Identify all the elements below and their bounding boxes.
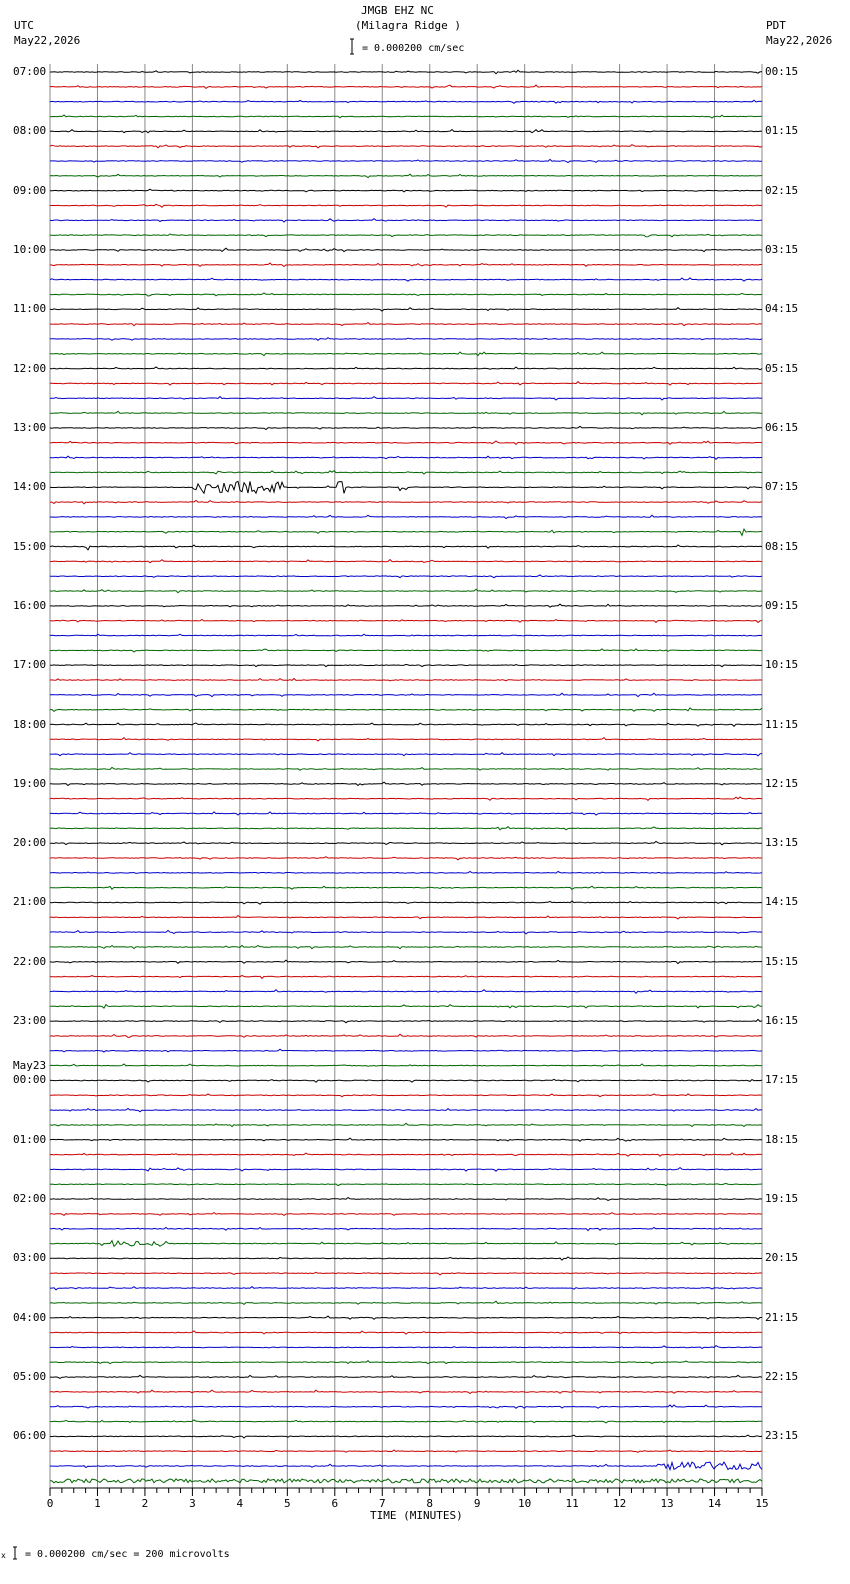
x-tick-label: 13 [660,1497,674,1510]
footer-marker: x [1,1551,6,1560]
trace-line [50,620,762,623]
trace-line [50,130,762,133]
left-hour-label: 18:00 [13,717,47,731]
right-hour-label: 03:15 [765,242,799,256]
right-hour-label: 06:15 [765,420,799,434]
date-change-label: May23 [13,1059,47,1073]
trace-line [50,204,762,207]
trace-line [50,916,762,920]
trace-line [50,382,762,386]
right-hour-label: 07:15 [765,480,799,494]
left-date: May22,2026 [14,34,81,47]
trace-line [50,693,762,696]
left-hour-label: 04:00 [13,1310,47,1324]
left-hour-label: 14:00 [13,480,47,494]
left-hour-label: 10:00 [13,242,47,256]
right-hour-label: 18:15 [765,1132,799,1146]
right-hour-label: 14:15 [765,895,799,909]
trace-line [50,886,762,889]
trace-line [50,1020,762,1023]
left-hour-label: 23:00 [13,1014,47,1028]
trace-line [50,1064,762,1066]
trace-line [50,1272,762,1275]
trace-line [50,278,762,281]
right-hour-label: 17:15 [765,1073,799,1087]
right-hour-label: 16:15 [765,1014,799,1028]
trace-line [50,248,762,251]
trace-line [50,976,762,979]
trace-line [50,234,762,237]
trace-line [50,1331,762,1334]
right-hour-label: 08:15 [765,539,799,553]
trace-line [50,338,762,341]
right-date: May22,2026 [766,34,833,47]
left-hour-label: 00:00 [13,1073,47,1087]
right-hour-label: 15:15 [765,954,799,968]
x-tick-label: 12 [612,1497,627,1510]
trace-line [50,1301,762,1304]
trace-line [50,367,762,370]
x-tick-label: 0 [46,1497,54,1510]
trace-line [50,1462,762,1470]
trace-line [50,70,762,73]
left-hour-label: 03:00 [13,1251,47,1265]
trace-line [50,1479,762,1483]
trace-line [50,100,762,103]
right-hour-label: 23:15 [765,1429,799,1443]
left-hour-label: 06:00 [13,1429,47,1443]
right-hour-label: 21:15 [765,1310,799,1324]
trace-line [50,352,762,356]
left-hour-label: 21:00 [13,895,47,909]
trace-line [50,753,762,756]
trace-line [50,960,762,963]
x-tick-label: 11 [565,1497,579,1510]
trace-line [50,634,762,636]
x-tick-label: 8 [426,1497,434,1510]
x-tick-label: 9 [473,1497,481,1510]
trace-line [50,1183,762,1185]
x-axis-title: TIME (MINUTES) [370,1509,463,1522]
scale-legend-text: = 0.000200 cm/sec [362,43,465,54]
trace-line [50,679,762,681]
trace-line [50,723,762,726]
trace-line [50,782,762,785]
trace-line [50,323,762,326]
x-tick-label: 10 [518,1497,532,1510]
trace-line [50,708,762,712]
trace-line [50,115,762,118]
left-hour-label: 16:00 [13,598,47,612]
trace-line [50,812,762,815]
left-hour-label: 05:00 [13,1370,47,1384]
trace-line [50,1375,762,1378]
trace-line [50,872,762,874]
trace-line [50,738,762,741]
trace-line [50,441,762,444]
left-hour-label: 12:00 [13,361,47,375]
trace-line [50,797,762,800]
trace-line [50,1049,762,1052]
trace-line [50,1153,762,1156]
trace-line [50,1316,762,1319]
trace-line [50,857,762,860]
site-subtitle: (Milagra Ridge ) [355,19,461,32]
right-hour-label: 13:15 [765,836,799,850]
trace-line [50,1109,762,1112]
trace-line [50,1228,762,1231]
right-hour-label: 04:15 [765,302,799,316]
trace-line [50,1450,762,1452]
right-hour-label: 20:15 [765,1251,799,1265]
trace-line [50,189,762,192]
trace-line [50,560,762,563]
trace-line [50,827,762,830]
trace-line [50,664,762,666]
trace-line [50,1257,762,1260]
trace-line [50,145,762,148]
trace-line [50,397,762,400]
x-tick-label: 14 [707,1497,722,1510]
right-hour-label: 12:15 [765,776,799,790]
trace-line [50,1346,762,1349]
right-hour-label: 02:15 [765,183,799,197]
left-hour-label: 20:00 [13,836,47,850]
trace-line [50,945,762,948]
right-hour-label: 11:15 [765,717,799,731]
trace-line [50,1420,762,1423]
trace-line [50,767,762,770]
left-hour-label: 01:00 [13,1132,47,1146]
minute-gridlines [50,64,762,1488]
right-timezone: PDT [766,19,786,32]
left-hour-label: 02:00 [13,1192,47,1206]
trace-line [50,545,762,550]
left-hour-label: 07:00 [13,65,47,78]
left-timezone: UTC [14,19,34,32]
trace-line [50,293,762,296]
left-hour-label: 15:00 [13,539,47,553]
trace-line [50,1094,762,1097]
trace-line [50,411,762,415]
x-tick-label: 1 [94,1497,101,1510]
right-hour-label: 19:15 [765,1192,799,1206]
x-tick-label: 6 [331,1497,339,1510]
trace-line [50,901,762,904]
trace-line [50,308,762,311]
trace-line [50,649,762,652]
left-hour-label: 11:00 [13,302,47,316]
x-tick-label: 5 [284,1497,291,1510]
trace-line [50,1123,762,1126]
trace-line [50,456,762,459]
trace-line [50,263,762,267]
trace-line [50,1287,762,1290]
trace-line [50,1213,762,1216]
right-hour-label: 10:15 [765,658,799,672]
trace-line [50,1079,762,1082]
trace-line [50,841,762,844]
trace-line [50,1241,762,1247]
trace-line [50,1034,762,1037]
trace-line [50,1005,762,1009]
trace-line [50,159,762,162]
x-tick-label: 2 [141,1497,149,1510]
trace-line [50,1390,762,1393]
left-hour-label: 09:00 [13,183,47,197]
trace-line [50,575,762,578]
trace-line [50,589,762,592]
trace-line [50,471,762,474]
x-tick-label: 7 [378,1497,386,1510]
right-hour-label: 00:15 [765,65,799,78]
right-hour-label: 05:15 [765,361,799,375]
trace-line [50,1435,762,1438]
trace-line [50,481,762,493]
trace-line [50,219,762,222]
trace-line [50,174,762,177]
trace-line [50,930,762,934]
right-hour-label: 01:15 [765,124,799,138]
trace-line [50,1361,762,1364]
trace-line [50,529,762,535]
trace-line [50,515,762,518]
station-title: JMGB EHZ NC [361,4,434,17]
trace-line [50,426,762,429]
trace-line [50,1168,762,1172]
right-hour-label: 22:15 [765,1370,799,1384]
x-tick-label: 4 [236,1497,244,1510]
trace-line [50,1138,762,1141]
trace-line [50,1198,762,1201]
x-tick-label: 15 [755,1497,769,1510]
footer-scale-text: = 0.000200 cm/sec = 200 microvolts [25,1549,230,1560]
trace-lines [50,70,762,1483]
trace-line [50,990,762,994]
left-hour-label: 08:00 [13,124,47,138]
left-hour-label: 13:00 [13,420,47,434]
left-hour-label: 22:00 [13,954,47,968]
trace-line [50,1405,762,1408]
left-hour-label: 19:00 [13,776,47,790]
right-hour-label: 09:15 [765,598,799,612]
trace-line [50,500,762,503]
trace-line [50,85,762,88]
x-axis [47,1488,769,1510]
left-hour-label: 17:00 [13,658,47,672]
trace-line [50,604,762,607]
x-tick-label: 3 [189,1497,196,1510]
